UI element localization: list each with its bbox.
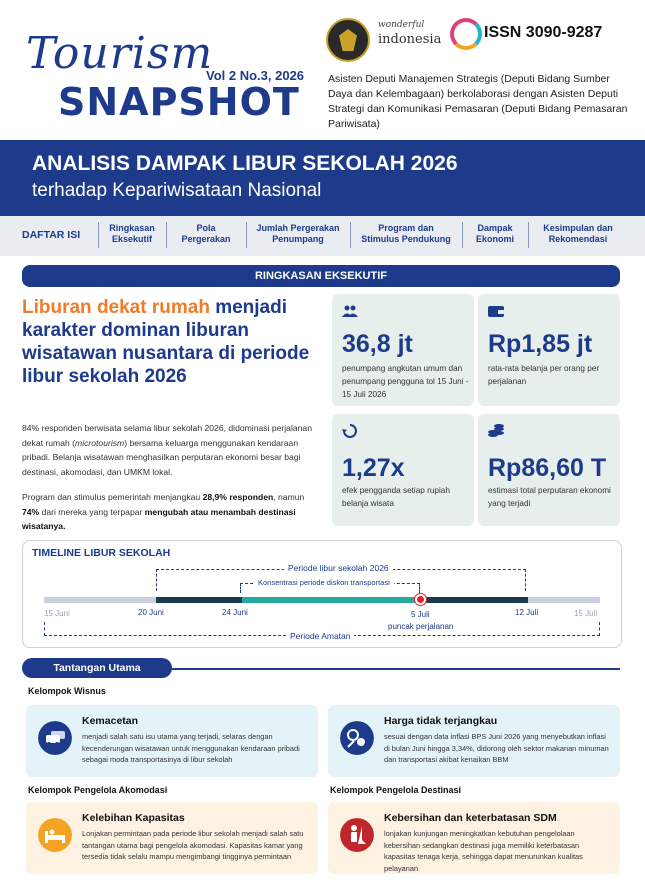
stat-desc: estimasi total perputaran ekonomi yang terjadi — [488, 486, 611, 508]
headline-highlight: Liburan dekat rumah — [22, 297, 210, 318]
section-divider — [172, 668, 620, 670]
toc-separator — [166, 222, 167, 248]
timeline-discount-period — [242, 597, 420, 603]
stat-value: Rp1,85 jt — [488, 330, 593, 358]
brand-small-text: wonderful — [378, 20, 425, 30]
toc-item-line: Rekomendasi — [548, 234, 608, 244]
toc-item-line: Stimulus Pendukung — [361, 234, 451, 244]
car-icon — [38, 721, 72, 755]
logo-snapshot: SNAPSHOT — [58, 80, 300, 124]
stat-desc: penumpang angkutan umum dan penumpang pengguna tol 15 Juni - 15 Juli 2026 — [342, 364, 469, 399]
issn-number: ISSN 3090-9287 — [484, 24, 603, 41]
para-bold: 74% — [22, 506, 40, 517]
report-subtitle: terhadap Kepariwisataan Nasional — [32, 180, 322, 201]
logo-tourism: Tourism — [26, 28, 214, 79]
stat-value: 1,27x — [342, 454, 405, 482]
challenge-title: Kemacetan — [82, 715, 139, 727]
stat-card-spending — [478, 294, 620, 406]
para-text: ) bersama keluarga menggunakan kendaraan pribadi. Belanja wisatawan menghasilkan perputaran ekonomi besar bagi destinasi, akomodasi, dan UMKM lokal. — [22, 437, 301, 477]
toc-item-line: Pola — [196, 223, 216, 233]
challenge-card-kapasitas — [26, 802, 318, 874]
people-icon — [342, 304, 358, 318]
toc-item-line: Dampak — [477, 223, 513, 233]
challenge-text: lonjakan kunjungan meningkatkan kebutuhan pengelolaan kebersihan sedangkan destinasi juga memiliki keterbatasan kapasitas tenaga kerja, sehingga dapat menurunkan kualitas pelayanan — [384, 829, 583, 873]
price-icon — [340, 721, 374, 755]
peak-marker-icon — [415, 594, 426, 605]
para-bold: mengubah atau menambah destinasi wisatanya. — [22, 506, 296, 531]
timeline-post-period — [528, 597, 600, 603]
timeline-school-holiday-start — [156, 597, 242, 603]
stat-card-economy — [478, 414, 620, 526]
label-periode-amatan: Periode Amatan — [286, 631, 354, 641]
toc-separator — [528, 222, 529, 248]
volume-label: Vol 2 No.3, 2026 — [206, 68, 305, 83]
cycle-icon — [342, 424, 358, 438]
swirl-icon — [450, 18, 482, 50]
date-label: 20 Juni — [138, 608, 164, 617]
stat-card-multiplier — [332, 414, 474, 526]
para-text: 84% responden berwisata selama libur sekolah 2026, didominasi perjalanan dekat rumah ( — [22, 423, 312, 448]
challenge-card-harga — [328, 705, 620, 777]
challenge-text: sesuai dengan data inflasi BPS Juni 2026 yang menyebutkan inflasi di bulan Juni hingga 3,34%, didorong oleh sektor makanan minuman dan transportasi akibat kenaikan BBM — [384, 732, 609, 764]
toc-item-line: Pergerakan — [181, 234, 231, 244]
date-label: 24 Juni — [222, 608, 248, 617]
timeline-title: TIMELINE LIBUR SEKOLAH — [32, 547, 171, 559]
date-label: 5 Juli — [411, 610, 430, 619]
para-text: Program dan stimulus pemerintah menjangkau — [22, 492, 203, 502]
section-title-challenges: Tantangan Utama — [22, 658, 172, 678]
challenge-text: menjadi salah satu isu utama yang terjadi, selaras dengan kecenderungan wisatawan untuk menggunakan kendaraan pribadi sebagai moda transportasinya di libur sekolah — [82, 732, 300, 764]
toc-item-jumlah[interactable] — [248, 223, 348, 245]
stat-value: Rp86,60 T — [488, 454, 607, 482]
stat-desc: efek pengganda setiap rupiah belanja wisata — [342, 486, 450, 508]
stat-value: 36,8 jt — [342, 330, 413, 358]
toc-item-line: Program dan — [378, 223, 434, 233]
cleaning-icon — [340, 818, 374, 852]
toc-item-line: Ekonomi — [475, 234, 514, 244]
report-title: ANALISIS DAMPAK LIBUR SEKOLAH 2026 — [32, 152, 458, 175]
toc-item-ringkasan[interactable] — [100, 223, 164, 245]
date-label: 15 Juni — [44, 609, 70, 618]
header — [0, 0, 645, 140]
challenge-text: Lonjakan permintaan pada periode libur sekolah menjadi salah satu tantangan utama bagi pengelola akomodasi. Kapasitas kamar yang tersedia tidak selalu mampu mengimbangi tingginya permintaan — [82, 829, 304, 861]
executive-headline — [22, 296, 322, 388]
coins-icon — [488, 424, 504, 438]
brand-big-text: indonesia — [378, 32, 442, 47]
wallet-icon — [488, 304, 504, 318]
bed-icon — [38, 818, 72, 852]
garuda-emblem-icon — [326, 18, 370, 62]
toc-separator — [350, 222, 351, 248]
toc-item-kesimpulan[interactable] — [530, 223, 626, 245]
peak-label: puncak perjalanan — [388, 622, 454, 631]
toc-item-line: Eksekutif — [111, 234, 153, 244]
toc-label: DAFTAR ISI — [22, 229, 81, 241]
toc-item-line: Jumlah Pergerakan — [256, 223, 340, 233]
toc-item-line: Penumpang — [272, 234, 324, 244]
stat-card-passengers — [332, 294, 474, 406]
group-label-destinasi: Kelompok Pengelola Destinasi — [330, 785, 462, 795]
toc-item-dampak[interactable] — [464, 223, 526, 245]
challenge-title: Kelebihan Kapasitas — [82, 812, 185, 824]
group-label-akomodasi: Kelompok Pengelola Akomodasi — [28, 785, 168, 795]
challenge-title: Harga tidak terjangkau — [384, 715, 498, 727]
group-label-wisnus: Kelompok Wisnus — [28, 686, 106, 696]
wonderful-indonesia-logo — [378, 20, 478, 60]
para-text: dari mereka yang terpapar — [39, 506, 145, 517]
organization-text: Asisten Deputi Manajemen Strategis (Deputi Bidang Sumber Daya dan Kelembagaan) berkolaborasi dengan Asisten Deputi Strategi dan Komunikasi Pemasaran (Deputi Bidang Pemasaran Pariwisata) — [328, 73, 628, 130]
date-label: 15 Juli — [574, 609, 598, 618]
headline-rest: menjadi karakter dominan liburan wisatawan nusantara di periode libur sekolah 2026 — [22, 297, 310, 387]
toc-item-pola[interactable] — [168, 223, 244, 245]
toc-item-program[interactable] — [352, 223, 460, 245]
date-label: 12 Juli — [515, 608, 539, 617]
para-italic: microtourism — [75, 437, 125, 448]
para-bold: 28,9% responden — [202, 492, 274, 502]
section-title-executive: RINGKASAN EKSEKUTIF — [22, 265, 620, 287]
toc-item-line: Ringkasan — [109, 223, 155, 233]
executive-paragraph-2 — [22, 490, 322, 534]
toc-separator — [462, 222, 463, 248]
toc-separator — [246, 222, 247, 248]
timeline-school-holiday-end — [420, 597, 528, 603]
label-konsentrasi: Konsentrasi periode diskon transportasi — [254, 578, 394, 587]
challenge-card-kebersihan — [328, 802, 620, 874]
executive-paragraph-1 — [22, 421, 322, 479]
challenge-title: Kebersihan dan keterbatasan SDM — [384, 812, 557, 824]
label-periode-libur: Periode libur sekolah 2026 — [284, 563, 393, 573]
timeline-pre-period — [44, 597, 156, 603]
para-text: , namun — [273, 492, 305, 502]
challenge-card-kemacetan — [26, 705, 318, 777]
stat-desc: rata-rata belanja per orang per perjalanan — [488, 364, 600, 386]
toc-item-line: Kesimpulan dan — [543, 223, 613, 233]
toc-separator — [98, 222, 99, 248]
